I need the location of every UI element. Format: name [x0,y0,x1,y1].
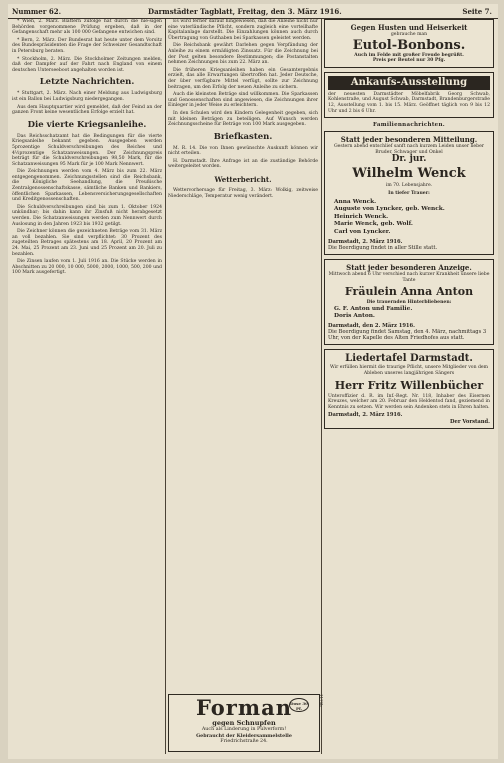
obituary-name: Fräulein Anna Anton [344,285,474,299]
paragraph: Die früheren Kriegsanleihen haben ein Gesamtergebnis erzielt, das alle Erwartungen übertroffen hat. Jeder Deutsche, der über verfügbare Mittel verfügt, sollte zur Zeichnung beitragen, um den Erfolg der neuen Anleihe zu sichern. [168,67,318,90]
paragraph: * Bern, 2. März. Der Bundesrat hat heute unter dem Vorsitz des Bundespräsidenten die Frage der Schweizer Gesandtschaft in Petersburg beraten. [12,37,162,54]
eutol-advertisement [324,19,494,68]
paragraph: Die Reichsbank gewährt Darlehen gegen Verpfändung der Anleihe zu einem ermäßigten Zinssatz. Für die Zeichnung bei der Post gelten besondere Bestimmungen; die Postanstalten nehmen Zeichnungen bis zum 22. März an. [168,43,318,66]
obituary-intro: Mittwoch abend 6 Uhr verschied nach kurzer Krankheit unsere liebe Tante [328,271,490,283]
ad-product: Eutol-Bonbons. [352,37,466,53]
paragraph: * Wien, 2. März. Blättern zufolge hat durch die hie-sigen Behörden vorgenommene Prüfung ergeben, daß in der Gefangenschaft mehr als 100 000 Gefangene entwichen sind. [12,19,162,36]
column-divider [321,19,322,754]
product-tin-badge: Dose 30 Pf. [289,698,309,712]
paragraph: Aus dem Hauptquartier wird gemeldet, daß der Feind an der ganzen Front keine wesentlichen Erfolge erzielt hat. [12,104,162,116]
obituary-note: Die Beerdigung findet Samstag, den 4. März, nachmittags 3 Uhr, von der Kapelle des Alten Friedhofes aus statt. [328,329,487,342]
mourners-list [328,199,490,237]
family-announcements-label: Familiennachrichten. [373,122,445,129]
notice-intro: Wir erfüllen hiermit die traurige Pflicht, unsere Mitglieder von dem Ableben unseres langjährigen Sängers [329,365,489,377]
paragraph: Die Zeichner können die gezeichneten Beträge vom 31. März an voll bezahlen. Sie sind verpflichtet: 30 Prozent des zugeteilten Betrages spätestens am 18. April, 20 Prozent am 24. Mai, 25 Prozent am 23. Juni und 25 Prozent am 20. Juli zu bezahlen. [12,229,162,257]
mourner: Doris Anton. [334,313,375,320]
paragraph: * Stuttgart, 2. März. Nach einer Meldung aus Ludwigsburg ist ein Ballon bei Ludwigsburg niedergegangen. [12,91,162,102]
section-heading: Die vierte Kriegsanleihe. [27,119,147,130]
issue-number: Nummer 62. [12,7,62,16]
section-heading: Letzte Nachrichten. [39,77,135,88]
mourner: Marie Wenck, geb. Wolf. [334,221,413,228]
weather-heading: Wetterbericht. [214,175,272,185]
ad-title: Gegen Husten und Heiserkeit [350,23,468,32]
paragraph: Es wird ferner darauf hingewiesen, daß die Anleihe nicht nur eine vaterländische Pflicht, sondern zugleich eine vorteilhafte Kapitalanlage darstellt. Die Einzahlungen können auch durch Übertragung von Guthaben bei Sparkassen geleistet werden. [168,19,318,41]
liedertafel-notice [324,349,494,428]
ad-header: Ankaufs-Ausstellung [328,76,490,90]
column-3 [324,19,494,754]
newspaper-title: Darmstädter Tagblatt, Freitag, den 3. März 1916. [148,7,342,16]
ad-description: Auch im Felde mit großer Freude begrüßt. [354,52,464,58]
mourner: Heinrich Wenck. [334,213,389,220]
mourner: G. F. Anton und Familie. [334,305,413,312]
paragraph: Auch die kleinsten Beträge sind willkommen. Die Sparkassen und Genossenschaften sind angewiesen, die Zeichnungen ihrer Einleger in jeder Weise zu erleichtern. [168,92,318,109]
printer-code: 1175b [319,694,324,707]
obituary-mourners-label: Die trauernden Hinterbliebenen: [366,300,452,306]
obituary-wenck [324,131,494,255]
obituary-anton [324,259,494,346]
obituary-title: Statt jeder besonderen Mitteilung. [340,135,478,145]
mourner: Anna Wenck. [334,198,377,205]
obituary-mourners-label: In tiefer Trauer: [388,190,430,196]
letter-reply: H. Darmstadt. Ihre Anfrage ist an die zuständige Behörde weitergeleitet worden. [168,158,318,170]
paragraph: Die Schuldverschreibungen sind bis zum 1. Oktober 1924 unkündbar; bis dahin kann ihr Zinsfuß nicht herabgesetzt werden. Die Schatzanweisungen werden zum Nennwert durch Auslosung in den Jahren 1923 bis 1932 getilgt. [12,204,162,227]
newspaper-page [8,4,498,759]
paragraph: * Stockholm, 2. März. Die Stockholmer Zeitungen melden, daß der Dampfer auf der Fahrt nach England von einem deutschen Unterseeboot angehalten worden ist. [12,56,162,73]
page-number: Seite 7. [462,7,492,16]
mourner: Carl von Lyncker. [334,228,391,235]
ad-subtitle: gebrauche man [390,32,428,37]
obituary-place-date: Darmstadt, 2. März 1916. [328,238,403,245]
notice-title: Liedertafel Darmstadt. [345,353,473,365]
forman-line: Gebraucht der Kleidersammelstelle [196,733,292,739]
ad-text: der neuesten Darmstädter Möbelfabrik Georg Schwab, Kohlenstraße, und August Schwab, Darmstadt, Brandenburgerstraße 12, Ausstellung vom 1. bis 15. März. Geöffnet täglich von 9 bis 12 Uhr und 2 bis 6 Uhr. [328,91,490,114]
paragraph: Die Zeichnungen werden vom 4. März bis zum 22. März entgegengenommen. Zeichnungsstellen sind die Reichsbank, die Königliche Seehandlung, die Preußische Zentralgenossenschaftskasse, sämtliche Banken und Bankiers, öffentlichen Sparkassen, Lebensversicherungsgesellschaften und Kreditgenossenschaften. [12,169,162,203]
notice-place-date: Darmstadt, 2. März 1916. [328,412,403,419]
obituary-note: Die Beerdigung findet in aller Stille statt. [328,244,438,251]
ad-price: Preis per Beutel nur 30 Pfg. [372,58,446,64]
obituary-name: Wilhelm Wenck [352,166,466,182]
paragraph: In den Schulen wird den Kindern Gelegenheit gegeben, sich mit kleinen Beträgen zu beteiligen. Auf Wunsch werden Zeichnungsscheine für Beträge von 100 Mark ausgegeben. [168,110,318,128]
notice-text: Unteroffizier d. R. im Inf.-Regt. Nr. 118, Inhaber des Eisernen Kreuzes, welcher am 20. Februar den Heldentod fand, geziemend in Kenntnis zu setzen. Wir werden sein Andenken stets in Ehren halten. [328,393,490,410]
forman-advertisement [168,694,320,752]
mourners-list [328,306,490,321]
letter-reply: M. R. 14. Die von Ihnen gewünschte Auskunft können wir nicht erteilen. [168,145,318,157]
paragraph: Das Reichsschatzamt hat die Bedingungen für die vierte Kriegsanleihe bekannt gegeben. Ausgegeben werden 5prozentige Schuldverschreibungen des Reiches und 4½prozentige Schatzanweisungen. Der Zeichnungspreis beträgt für die Schuldverschreibungen 98,50 Mark, für die Schatzanweisungen 95 Mark für je 100 Mark Nennwert. [12,133,162,167]
obituary-title: Statt jeder besonderen Anzeige. [346,262,472,272]
obituary-intro: Gestern abend entschlief sanft nach kurzem Leiden unser lieber Bruder, Schwager und Onkel [333,144,485,155]
column-divider [165,19,166,754]
notice-name: Herr Fritz Willenbücher [334,378,484,392]
mourner: Auguste von Lyncker, geb. Wenck. [334,206,445,213]
furniture-exhibition-advertisement [324,72,494,118]
forman-line: Auch als Linderung in Pulverform! [201,727,287,732]
forman-line: Friedrichstraße 24. [220,739,268,744]
notice-signature: Der Vorstand. [450,418,490,425]
obituary-place-date: Darmstadt, den 2. März 1916. [328,322,415,329]
obituary-name-prefix: Dr. jur. [391,154,427,165]
section-heading: Briefkasten. [213,131,273,142]
forman-tagline: gegen Schnupfen [212,719,276,727]
obituary-age: im 70. Lebensjahre. [385,183,433,189]
column-1 [12,19,162,754]
weather-report: Wettervorhersage für Freitag, 3. März: Wolkig, zeitweise Niederschläge, Temperatur wenig verändert. [168,188,318,199]
forman-brand: Forman [196,695,292,720]
paragraph: Die Zinsen laufen vom 1. Juli 1916 an. Die Stücke werden in Abschnitten zu 20 000, 10 000, 5000, 2000, 1000, 500, 200 und 100 Mark ausgefertigt. [12,259,162,276]
masthead [8,6,498,18]
column-2 [168,19,318,689]
